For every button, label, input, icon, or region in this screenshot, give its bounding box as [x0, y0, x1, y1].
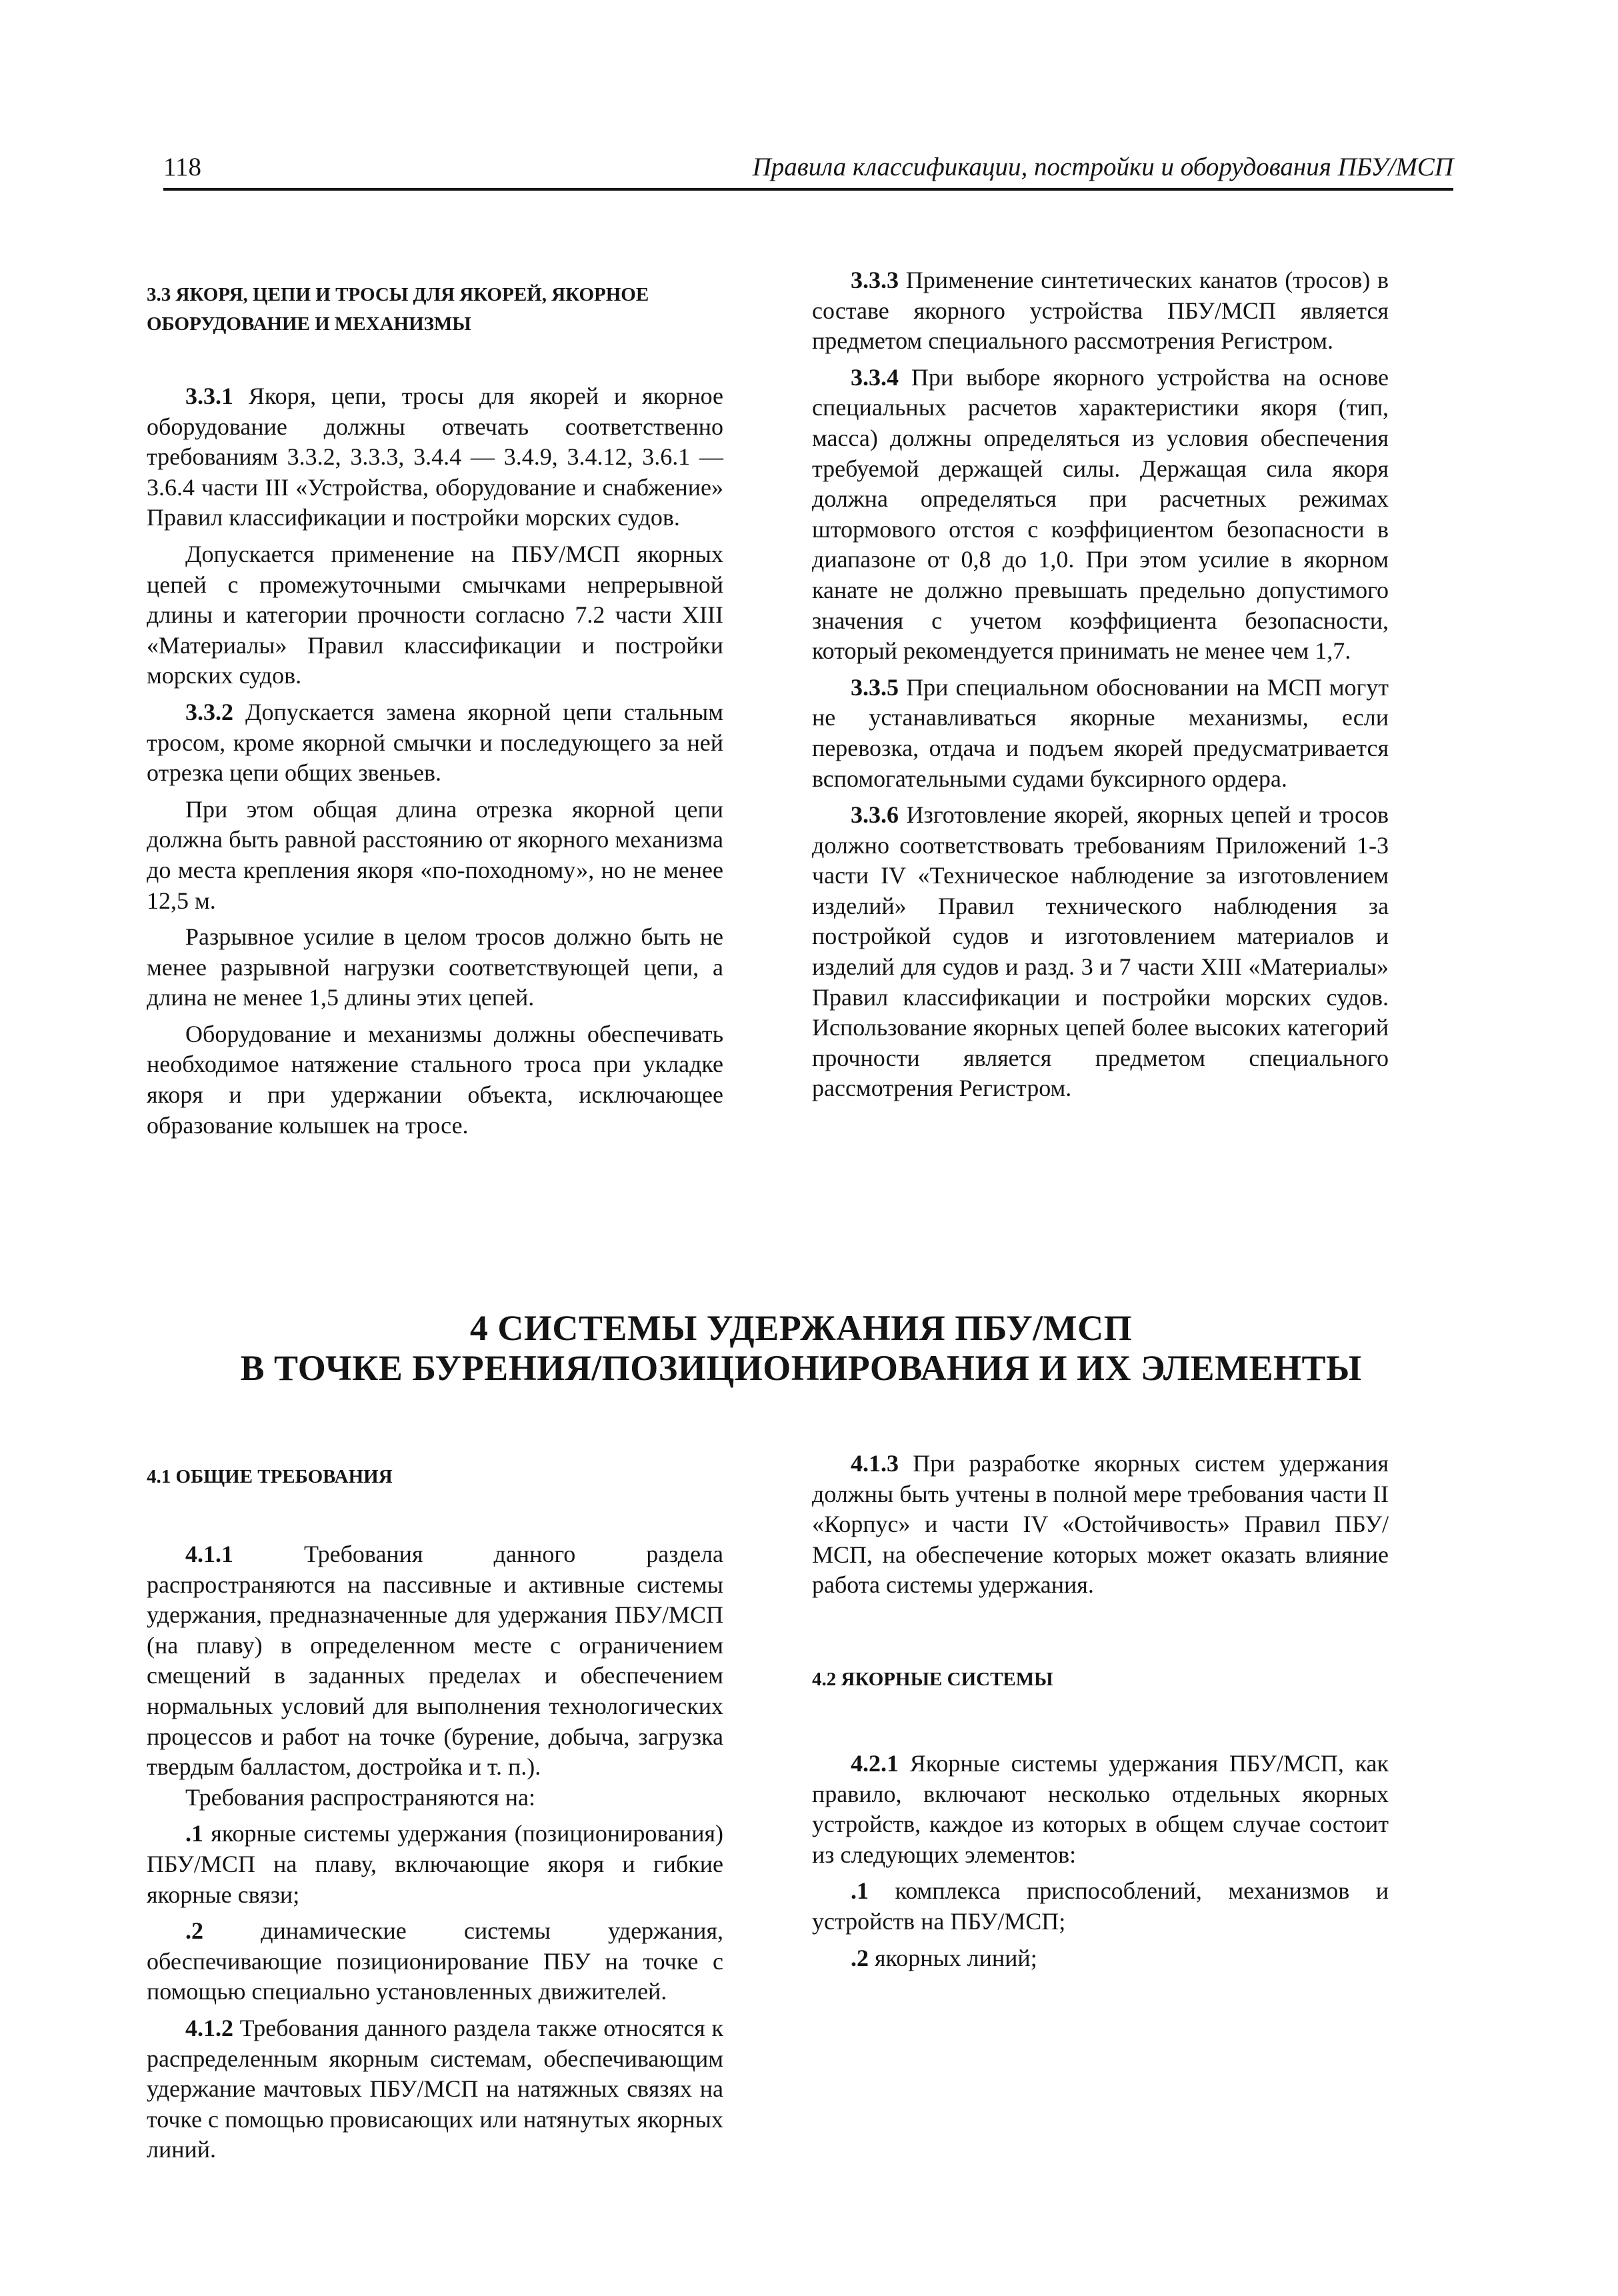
paragraph-4-1-1-b: Требования распространяются на: — [185, 1783, 535, 1811]
list-item-text: комплекса приспособлений, механизмов и устройств на ПБУ/МСП; — [812, 1877, 1389, 1935]
paragraph-3-3-2 — [147, 697, 723, 789]
paragraph-number: 3.3.3 — [851, 267, 899, 293]
paragraph-text: Применение синтетических канатов (тросов) в составе якорного устройства ПБУ/МСП является предметом специального рассмотрения Регистром. — [812, 267, 1389, 355]
section-3-3-right-column — [812, 265, 1389, 1104]
section-4-1-left-column — [147, 1462, 723, 2165]
list-item-number: .1 — [185, 1820, 203, 1847]
list-item-1 — [147, 1819, 723, 1910]
paragraph-text: При специальном обосновании на МСП могут не устанавливаться якорные механизмы, если перевозка, отдача и подъем якорей предусматривается вспомогательными судами буксирного ордера. — [812, 673, 1389, 792]
paragraph-3-3-5 — [812, 673, 1389, 794]
paragraph-number: 3.3.4 — [851, 363, 899, 391]
header-rule — [163, 188, 1453, 191]
list-item-4-2-1-2 — [812, 1943, 1389, 1974]
paragraph-4-1-3 — [812, 1449, 1389, 1601]
section-heading-3-3-line1: 3.3 ЯКОРЯ, ЦЕПИ И ТРОСЫ ДЛЯ ЯКОРЕЙ, ЯКОРНОЕ — [147, 284, 649, 305]
paragraph-number: 4.1.2 — [185, 2014, 233, 2041]
paragraph-3-3-1-b: Допускается применение на ПБУ/МСП якорных цепей с промежуточными смычками непрерывной длины и категории прочности согласно 7.2 части XIII «Материалы» Правил классификации и постройки морских судов. — [147, 540, 723, 689]
paragraph-3-3-2-b: При этом общая длина отрезка якорной цепи должна быть равной расстоянию от якорного механизма до места крепления якоря «по-походному», но не менее 12,5 м. — [147, 795, 723, 914]
list-item-4-2-1-1 — [812, 1876, 1389, 1937]
section-heading-3-3 — [147, 280, 723, 339]
section-3-3-left-column — [147, 280, 723, 1141]
paragraph-number: 4.1.3 — [851, 1450, 899, 1477]
paragraph-3-3-2-c: Разрывное усилие в целом тросов должно быть не менее разрывной нагрузки соответствующей цепи, а длина не менее 1,5 длины этих цепей. — [147, 923, 723, 1011]
list-item-text: динамические системы удержания, обеспечивающие позиционирование ПБУ на точке с помощью специально установленных движителей. — [147, 1917, 723, 2005]
paragraph-3-3-1 — [147, 381, 723, 533]
list-item-number: .2 — [185, 1917, 203, 1945]
paragraph-number: 4.2.1 — [851, 1749, 899, 1777]
paragraph-3-3-6 — [812, 800, 1389, 1104]
paragraph-number: 3.3.5 — [851, 673, 899, 701]
paragraph-number: 3.3.2 — [185, 698, 233, 725]
paragraph-text: Якоря, цепи, тросы для якорей и якорное оборудование должны отвечать соответственно требованиям 3.3.2, 3.3.3, 3.4.4 — 3.4.9, 3.4.12, 3.6.1 — 3.6.4 части III «Устройства, оборудование и снабжение» Правил классификации и постройки морских судов. — [147, 383, 723, 531]
chapter-title-line2: В ТОЧКЕ БУРЕНИЯ/ПОЗИЦИОНИРОВАНИЯ И ИХ ЭЛЕМЕНТЫ — [240, 1348, 1362, 1388]
list-item-number: .2 — [851, 1944, 869, 1971]
running-title: Правила классификации, постройки и оборудования ПБУ/МСП — [752, 153, 1453, 181]
chapter-title-line1: 4 СИСТЕМЫ УДЕРЖАНИЯ ПБУ/МСП — [469, 1308, 1133, 1348]
paragraph-text: Требования данного раздела распространяются на пассивные и активные системы удержания, предназначенные для удержания ПБУ/МСП (на плаву) в определенном месте с ограничением смещений в заданных пределах и обеспечением нормальных условий для выполнения технологических процессов и работ на точке (бурение, добыча, загрузка твердым балластом, достройка и т. п.). — [147, 1541, 723, 1781]
list-item-2 — [147, 1916, 723, 2007]
paragraph-3-3-3 — [812, 265, 1389, 357]
paragraph-text: При разработке якорных систем удержания должны быть учтены в полной мере требования части II «Корпус» и части IV «Остойчивость» Правил ПБУ/МСП, на обеспечение которых может оказать влияние работа системы удержания. — [812, 1450, 1389, 1599]
paragraph-number: 3.3.1 — [185, 383, 233, 409]
paragraph-4-1-2 — [147, 2013, 723, 2165]
page-number: 118 — [163, 153, 202, 181]
paragraph-4-2-1 — [812, 1749, 1389, 1870]
section-heading-4-1: 4.1 ОБЩИЕ ТРЕБОВАНИЯ — [147, 1466, 393, 1487]
paragraph-text: При выборе якорного устройства на основе специальных расчетов характеристики якоря (тип, масса) должны определяться из условия обеспечения требуемой держащей силы. Держащая сила якоря должна определяться при расчетных режимах штормового отстоя с коэффициентом безопасности в диапазоне от 0,8 до 1,0. При этом усилие в якорном канате не должно превышать предельно допустимого значения с учетом коэффициента безопасности, который рекомендуется принимать не менее чем 1,7. — [812, 363, 1389, 665]
paragraph-3-3-2-d: Оборудование и механизмы должны обеспечивать необходимое натяжение стального троса при укладке якоря и при удержании объекта, исключающее образование колышек на тросе. — [147, 1020, 723, 1139]
paragraph-text: Допускается замена якорной цепи стальным тросом, кроме якорной смычки и последующего за ней отрезка цепи общих звеньев. — [147, 698, 723, 787]
list-item-text: якорные системы удержания (позиционирования) ПБУ/МСП на плаву, включающие якоря и гибкие якорные связи; — [147, 1820, 723, 1908]
list-item-number: .1 — [851, 1877, 869, 1905]
section-heading-3-3-line2: ОБОРУДОВАНИЕ И МЕХАНИЗМЫ — [147, 313, 471, 335]
chapter-4-title — [147, 1308, 1455, 1388]
paragraph-number: 4.1.1 — [185, 1541, 233, 1567]
paragraph-3-3-4 — [812, 363, 1389, 667]
paragraph-text: Якорные системы удержания ПБУ/МСП, как правило, включают несколько отдельных якорных устройств, каждое из которых в общем случае состоит из следующих элементов: — [812, 1749, 1389, 1868]
page-header — [163, 152, 1453, 193]
paragraph-number: 3.3.6 — [851, 801, 899, 829]
paragraph-4-1-1 — [147, 1539, 723, 1783]
paragraph-text: Требования данного раздела также относятся к распределенным якорным системам, обеспечивающим удержание мачтовых ПБУ/МСП на натяжных связях на точке с помощью провисающих или натянутых якорных линий. — [147, 2014, 723, 2163]
section-4-right-column — [812, 1449, 1389, 1973]
paragraph-text: Изготовление якорей, якорных цепей и тросов должно соответствовать требованиям Приложений 1-3 части IV «Техническое наблюдение за изготовлением изделий» Правил технического наблюдения за постройкой судов и изготовлением материалов и изделий для судов и разд. 3 и 7 части XIII «Материалы» Правил классификации и постройки морских судов. Использование якорных цепей более высоких категорий прочности является предметом специального рассмотрения Регистром. — [812, 801, 1389, 1102]
list-item-text: якорных линий; — [869, 1944, 1037, 1971]
section-heading-4-2: 4.2 ЯКОРНЫЕ СИСТЕМЫ — [812, 1668, 1053, 1690]
